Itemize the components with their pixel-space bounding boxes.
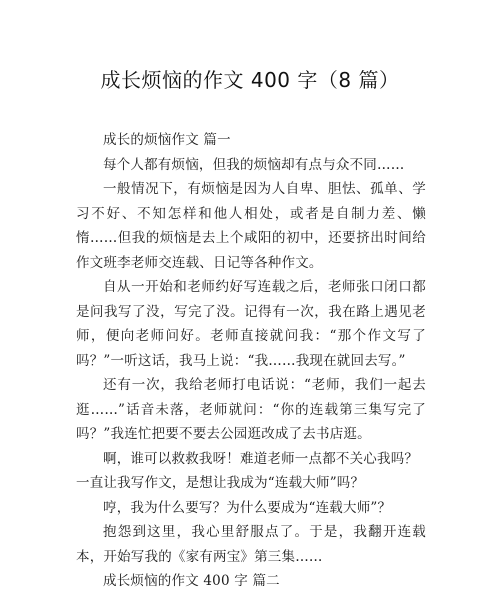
- article-body: [76, 128, 426, 594]
- text-line: 自从一开始和老师约好写连载之后，老师张口闭口都: [103, 279, 426, 295]
- text-line: 吗？”一听这话，我马上说：“我……我现在就回去写。”: [76, 352, 406, 369]
- text-line: 哼，我为什么要写？为什么要成为“连载大师”？: [103, 499, 392, 516]
- text-line: 习不好、不知怎样和他人相处，或者是自制力差、懒: [76, 205, 426, 222]
- text-line: 本，开始写我的《家有两宝》第三集……: [76, 548, 323, 565]
- text-line: 每个人都有烦恼，但我的烦恼却有点与众不同……: [103, 156, 405, 173]
- text-line: 吗？”我连忙把要不要去公园逛改成了去书店逛。: [76, 426, 371, 442]
- text-line: 啊，谁可以救救我呀！难道老师一点都不关心我吗？: [103, 450, 419, 467]
- text-line: 是问我写了没，写完了没。记得有一次，我在路上遇见老: [76, 303, 426, 320]
- text-line: 还有一次，我给老师打电话说：“老师，我们一起去: [103, 377, 426, 393]
- text-line: 逛……”话音未落，老师就问：“你的连载第三集写完了: [76, 401, 426, 418]
- text-line: 作文班李老师交连载、日记等各种作文。: [76, 254, 323, 271]
- section-heading: 成长烦恼的作文 400 字 篇二: [103, 573, 280, 589]
- text-line: 师，便向老师问好。老师直接就问我：“那个作文写了: [76, 328, 426, 344]
- text-line: 抱怨到这里，我心里舒服点了。于是，我翻开连载: [103, 524, 426, 540]
- section-heading: 成长的烦恼作文 篇一: [103, 132, 231, 148]
- text-line: 惰……但我的烦恼是去上个咸阳的初中，还要挤出时间给: [76, 230, 426, 246]
- page-title: 成长烦恼的作文 400 字（8 篇）: [100, 68, 400, 92]
- text-line: 一直让我写作文，是想让我成为“连载大师”吗？: [76, 475, 365, 491]
- text-line: 一般情况下，有烦恼是因为人自卑、胆怯、孤单、学: [103, 181, 426, 197]
